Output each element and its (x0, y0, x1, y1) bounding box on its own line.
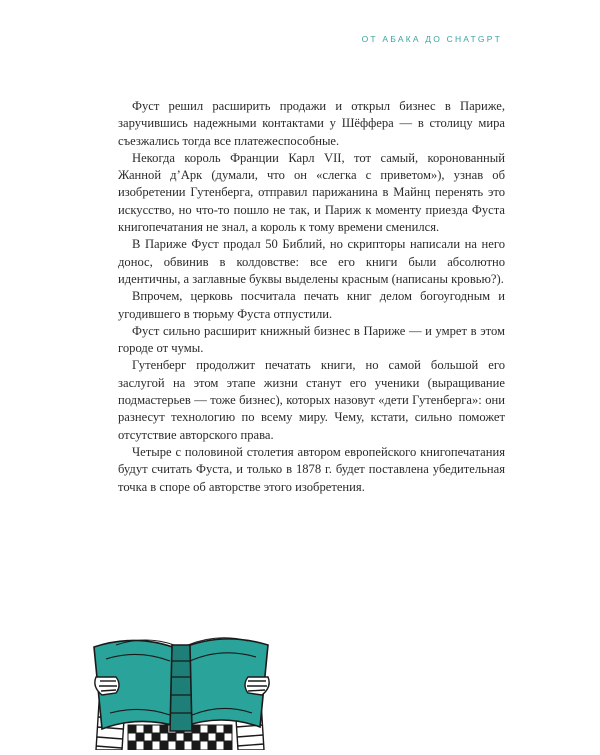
paragraph: Гутенберг продолжит печатать книги, но самой большой его заслугой на этом этапе жизни станут его ученики (выращивание подмастерьев — тоже бизнес), которых назовут «дети Гутенберга»: они разнесут технологию по всему миру. Чему, кстати, сильно поможет отсутствие авторского права. (118, 358, 505, 442)
paragraph: В Париже Фуст продал 50 Библий, но скрипторы написали на него донос, обвинив в колдовстве: все его книги были абсолютно идентичны, а заглавные буквы выделены красным (написаны кровью?). (118, 237, 505, 286)
book-spine (170, 645, 192, 731)
paragraph: Четыре с половиной столетия автором европейского книгопечатания будут считать Фуста, и только в 1878 г. будет поставлена убедительная точка в споре об авторстве этого изобретения. (118, 444, 505, 494)
paragraph: Фуст решил расширить продажи и открыл бизнес в Париже, заручившись надежными контактами у Шёффера — в столицу мира съезжались тогда все платежеспособные. (118, 99, 505, 148)
running-header: ОТ АБАКА ДО CHATGPT (361, 34, 502, 44)
left-hand (95, 677, 119, 695)
paragraph: Фуст сильно расширит книжный бизнес в Париже — и умрет в этом городе от чумы. (118, 323, 505, 356)
body-text (118, 98, 505, 496)
paragraph: Впрочем, церковь посчитала печать книг делом богоугодным и угодившего в тюрьму Фуста отпустили. (118, 289, 505, 321)
reader-with-book-icon (82, 625, 282, 750)
paragraph: Некогда король Франции Карл VII, тот самый, коронованный Жанной д’Арк (думали, что он «слегка с приветом»), узнав об изобретении Гутенберга, отправил парижанина в Майнц перенять это искусство, но что-то пошло не так, и Париж к моменту приезда Фуста книгопечатания не знал, а король к тому времени сменился. (118, 150, 505, 235)
right-hand (245, 677, 269, 695)
